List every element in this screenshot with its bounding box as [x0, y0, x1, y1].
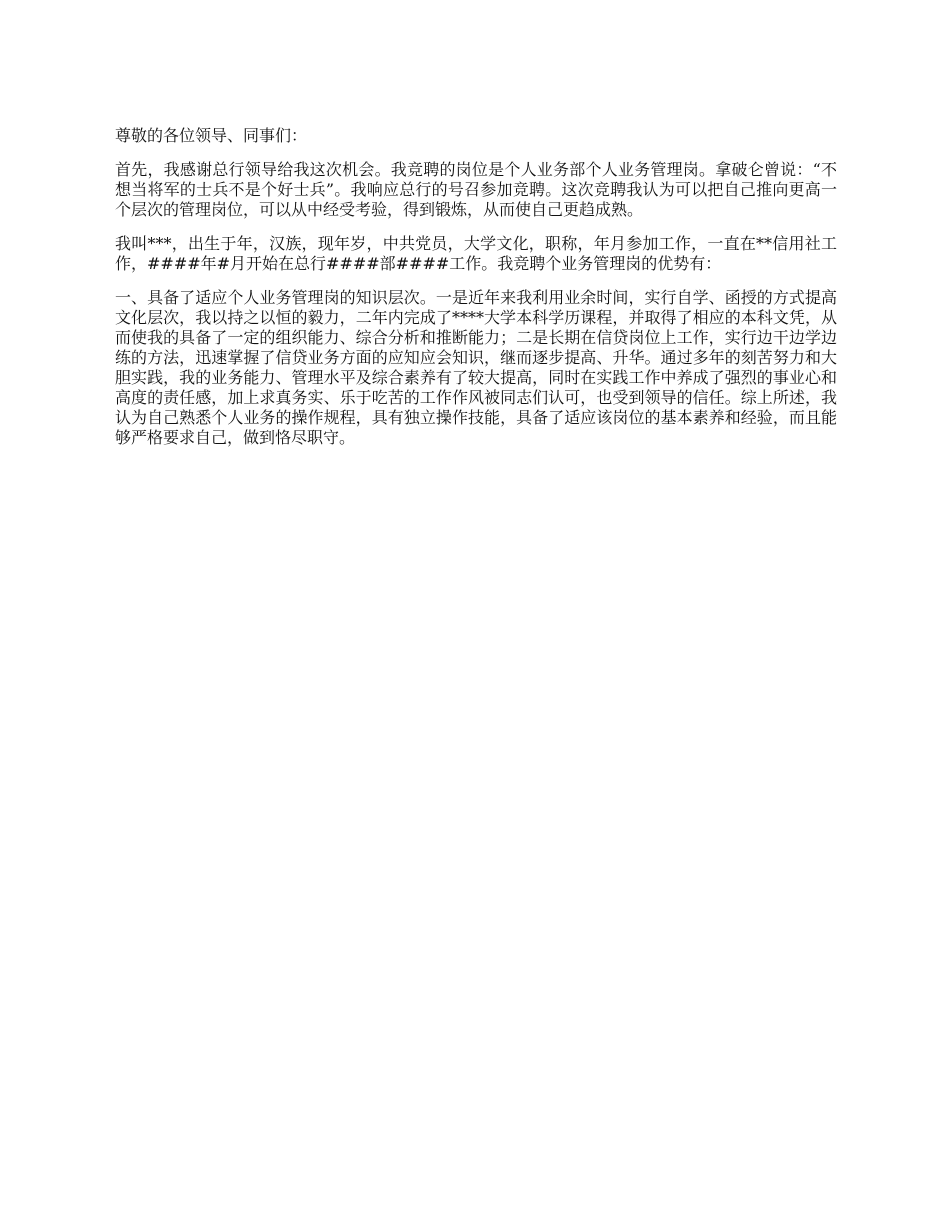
paragraph-intro: 首先，我感谢总行领导给我这次机会。我竞聘的岗位是个人业务部个人业务管理岗。拿破仑曾说：“不想当将军的士兵不是个好士兵”。我响应总行的号召参加竞聘。这次竞聘我认为可以把自己推向更高一个层次的管理岗位，可以从中经受考验，得到锻炼，从而使自己更趋成熟。 [115, 160, 837, 219]
paragraph-personal-info: 我叫***，出生于年，汉族，现年岁，中共党员，大学文化，职称，年月参加工作，一直在**信用社工作，####年#月开始在总行####部####工作。我竞聘个业务管理岗的优势有： [115, 234, 837, 273]
paragraph-qualification: 一、具备了适应个人业务管理岗的知识层次。一是近年来我利用业余时间，实行自学、函授的方式提高文化层次，我以持之以恒的毅力，二年内完成了****大学本科学历课程，并取得了相应的本科文凭，从而使我的具备了一定的组织能力、综合分析和推断能力；二是长期在信贷岗位上工作，实行边干边学边练的方法，迅速掌握了信贷业务方面的应知应会知识，继而逐步提高、升华。通过多年的刻苦努力和大胆实践，我的业务能力、管理水平及综合素养有了较大提高，同时在实践工作中养成了强烈的事业心和高度的责任感，加上求真务实、乐于吃苦的工作作风被同志们认可，也受到领导的信任。综上所述，我认为自己熟悉个人业务的操作规程，具有独立操作技能，具备了适应该岗位的基本素养和经验，而且能够严格要求自己，做到恪尽职守。 [115, 288, 837, 447]
document-page [115, 126, 837, 462]
greeting-line: 尊敬的各位领导、同事们： [115, 126, 308, 145]
